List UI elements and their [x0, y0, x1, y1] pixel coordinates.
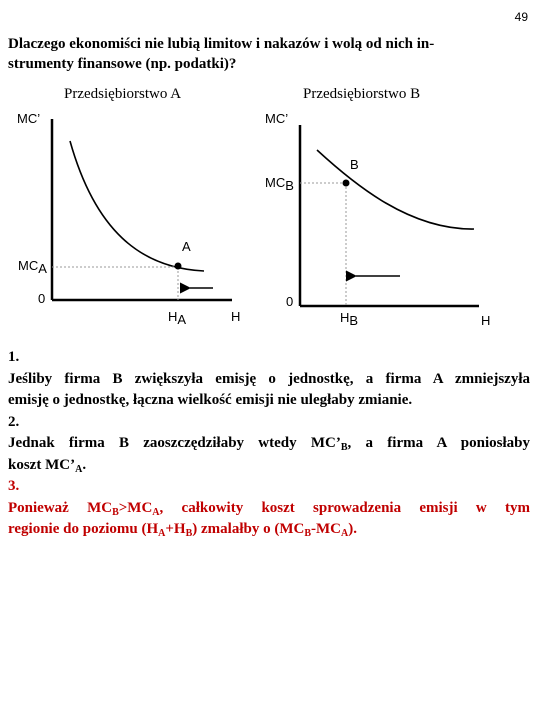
answer-3-line-1: Ponieważ $MC_B>MC_A$, całkowity koszt sprowadzenia emisji w tym [8, 499, 530, 518]
chart-a-point-label: A [182, 239, 191, 254]
chart-a-origin: 0 [38, 291, 46, 306]
question-line-1: Dlaczego ekonomiści nie lubią limitow i nakazów i wolą od nich in- [8, 36, 435, 52]
chart-b-h-label: HB [340, 310, 359, 328]
answer-number-3: 3. [8, 478, 20, 494]
answer-section [8, 347, 530, 541]
chart-a-y-axis-label: MC’ [17, 111, 41, 126]
chart-b-origin: 0 [286, 294, 294, 309]
chart-b-mc-label: MCB [265, 175, 294, 193]
chart-b-point [343, 180, 350, 187]
chart-b-x-axis-label: H [481, 313, 491, 328]
answer-2-line-2: koszt $MC’_A$. [8, 456, 87, 475]
chart-b-point-label: B [350, 157, 359, 172]
answer-1-line-2: emisję o jednostkę, łączna wielkość emisji nie uległaby zmianie. [8, 392, 413, 408]
chart-b-y-axis-label: MC’ [265, 111, 289, 126]
answer-number-1: 1. [8, 349, 20, 365]
question-line-2: strumenty finansowe (np. podatki)? [8, 56, 237, 72]
answer-2-line-1: Jednak firma B zaoszczędziłaby wtedy $MC’_B$, a firma A poniosłaby [8, 435, 530, 453]
chart-b-title: Przedsiębiorstwo B [303, 86, 421, 102]
chart-a-mc-label: MCA [18, 258, 47, 276]
chart-a-x-axis-label: H [231, 309, 241, 324]
answer-1-line-1: Jeśliby firma B zwiększyła emisję o jednostkę, a firma A zmniejszyła [8, 370, 530, 387]
chart-a-title: Przedsiębiorstwo A [64, 86, 182, 102]
chart-b-mc-curve [317, 150, 474, 229]
chart-a-h-label: HA [168, 309, 187, 327]
answer-3-line-2: regionie do poziomu $(H_A+H_B)$ zmalałby o $(MC_B-MC_A)$. [8, 521, 357, 539]
answer-number-2: 2. [8, 413, 20, 430]
page-number: 49 [514, 10, 528, 24]
